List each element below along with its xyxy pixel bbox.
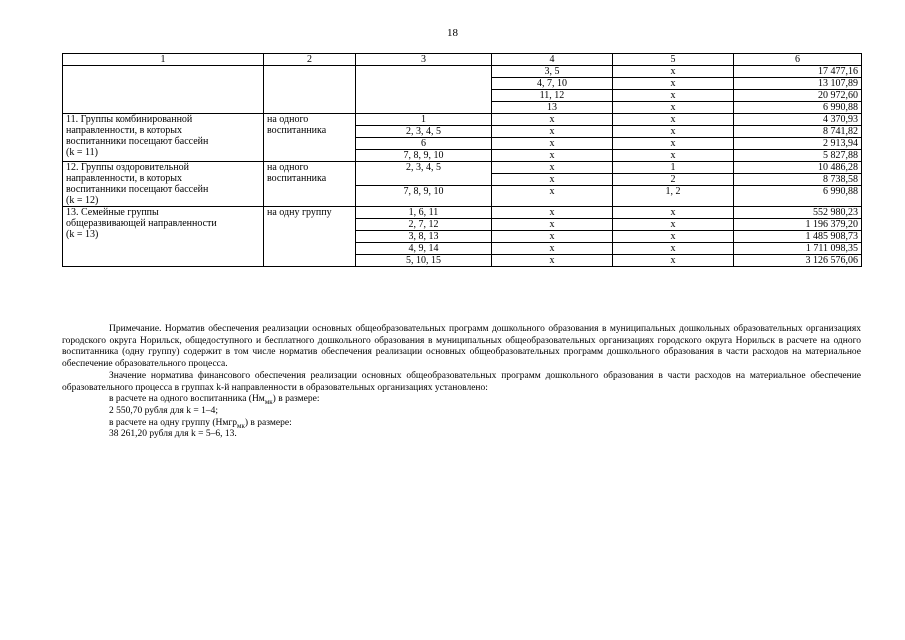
note-subscript: мк	[264, 398, 273, 407]
value-cell: 4 370,93	[734, 114, 862, 126]
mark-cell: x	[492, 114, 613, 126]
group-name-cell	[63, 162, 264, 207]
value-cell: 5 827,88	[734, 150, 862, 162]
value-cell: 6 990,88	[734, 186, 862, 207]
mark-cell: x	[613, 231, 734, 243]
group-name-line: направленности, в которых	[66, 125, 182, 136]
mark-cell: x	[492, 231, 613, 243]
header-cell: 1	[63, 54, 264, 66]
age-cell: 2, 7, 12	[356, 219, 492, 231]
mark-cell: x	[613, 138, 734, 150]
group-name-line: воспитанники посещают бассейн	[66, 184, 209, 195]
value-cell: 10 486,28	[734, 162, 862, 174]
unit-line: на одного	[267, 114, 309, 125]
mark-cell: x	[492, 255, 613, 267]
mark-cell: x	[613, 243, 734, 255]
mark-cell: x	[613, 255, 734, 267]
age-cell: 4, 7, 10	[492, 78, 613, 90]
mark-cell: x	[492, 162, 613, 174]
age-cell: 2, 3, 4, 5	[356, 126, 492, 138]
value-cell: 8 738,58	[734, 174, 862, 186]
note-text: в расчете на одного воспитанника (Нм	[109, 394, 265, 405]
note-paragraph: Примечание. Норматив обеспечения реализации основных общеобразовательных программ дошкольного образования в муниципальных дошкольных образовательных организациях городского округа Норильск, общедоступного и бесплатного дошкольного образования в муниципальных общеобразовательных организациях городского округа Норильск в расчете на одного воспитанника (одну группу) содержит в том числе норматив обеспечения реализации основных общеобразовательных программ дошкольного образования в части расходов на материальное обеспечение образовательного процесса.	[62, 324, 861, 370]
mark-cell: 1, 2	[613, 186, 734, 207]
group-name-line: воспитанники посещают бассейн	[66, 136, 209, 147]
mark-cell: x	[613, 102, 734, 114]
value-cell: 6 990,88	[734, 102, 862, 114]
mark-cell: 2	[613, 174, 734, 186]
header-cell: 3	[356, 54, 492, 66]
group-name-line: 11. Группы комбинированной	[66, 114, 193, 125]
note-text: в расчете на одну группу (Нмгр	[109, 417, 238, 428]
mark-cell: x	[492, 138, 613, 150]
age-cell: 11, 12	[492, 90, 613, 102]
age-cell: 1	[356, 114, 492, 126]
mark-cell: x	[613, 66, 734, 78]
note-line	[62, 394, 861, 406]
age-cell: 13	[492, 102, 613, 114]
mark-cell: x	[613, 90, 734, 102]
empty-cell	[63, 66, 264, 114]
header-cell: 2	[264, 54, 356, 66]
mark-cell: 1	[613, 162, 734, 174]
group-name-line: (k = 12)	[66, 195, 99, 206]
mark-cell: x	[613, 150, 734, 162]
mark-cell: x	[492, 186, 613, 207]
value-cell: 8 741,82	[734, 126, 862, 138]
value-cell: 3 126 576,06	[734, 255, 862, 267]
group-name-cell	[63, 114, 264, 162]
mark-cell: x	[492, 126, 613, 138]
note-block	[62, 324, 861, 441]
age-cell: 7, 8, 9, 10	[356, 186, 492, 207]
value-cell: 1 485 908,73	[734, 231, 862, 243]
table-row	[63, 114, 862, 126]
age-cell: 3, 8, 13	[356, 231, 492, 243]
note-paragraph: Значение норматива финансового обеспечения реализации основных общеобразовательных программ дошкольного образования в части расходов на материальное обеспечение образовательного процесса в группах k-й направленности в образовательных организациях установлено:	[62, 370, 861, 393]
header-row	[63, 54, 862, 66]
value-cell: 2 913,94	[734, 138, 862, 150]
group-name-line: 12. Группы оздоровительной	[66, 162, 189, 173]
age-cell: 6	[356, 138, 492, 150]
note-text: ) в размере:	[244, 417, 292, 428]
age-cell: 3, 5	[492, 66, 613, 78]
unit-cell	[264, 114, 356, 162]
unit-line: воспитанника	[267, 173, 327, 184]
value-cell: 552 980,23	[734, 207, 862, 219]
empty-cell	[356, 66, 492, 114]
table-row	[63, 162, 862, 174]
mark-cell: x	[492, 174, 613, 186]
mark-cell: x	[492, 219, 613, 231]
note-line: 38 261,20 рубля для k = 5–6, 13.	[109, 429, 237, 440]
group-name-cell	[63, 207, 264, 267]
mark-cell: x	[492, 207, 613, 219]
mark-cell: x	[613, 78, 734, 90]
group-name-line: направленности, в которых	[66, 173, 182, 184]
age-cell: 4, 9, 14	[356, 243, 492, 255]
mark-cell: x	[492, 243, 613, 255]
value-cell: 1 196 379,20	[734, 219, 862, 231]
table-row	[63, 207, 862, 219]
unit-line: воспитанника	[267, 125, 327, 136]
note-subscript: мк	[237, 421, 245, 430]
age-cell: 1, 6, 11	[356, 207, 492, 219]
age-cell: 2, 3, 4, 5	[356, 162, 492, 186]
group-name-line: общеразвивающей направленности	[66, 218, 217, 229]
unit-line: на одного	[267, 162, 309, 173]
header-cell: 5	[613, 54, 734, 66]
page-number: 18	[447, 27, 458, 39]
mark-cell: x	[613, 207, 734, 219]
unit-cell: на одну группу	[264, 207, 356, 267]
mark-cell: x	[613, 114, 734, 126]
value-cell: 13 107,89	[734, 78, 862, 90]
value-cell: 20 972,60	[734, 90, 862, 102]
table-row	[63, 66, 862, 78]
note-line	[62, 418, 861, 430]
unit-cell	[264, 162, 356, 207]
note-text: ) в размере:	[272, 394, 320, 405]
age-cell: 5, 10, 15	[356, 255, 492, 267]
normative-table	[62, 53, 862, 267]
empty-cell	[264, 66, 356, 114]
mark-cell: x	[613, 126, 734, 138]
group-name-line: 13. Семейные группы	[66, 207, 159, 218]
header-cell: 6	[734, 54, 862, 66]
age-cell: 7, 8, 9, 10	[356, 150, 492, 162]
value-cell: 1 711 098,35	[734, 243, 862, 255]
note-line: 2 550,70 рубля для k = 1–4;	[109, 405, 219, 416]
header-cell: 4	[492, 54, 613, 66]
mark-cell: x	[492, 150, 613, 162]
group-name-line: (k = 11)	[66, 147, 98, 158]
group-name-line: (k = 13)	[66, 229, 99, 240]
value-cell: 17 477,16	[734, 66, 862, 78]
mark-cell: x	[613, 219, 734, 231]
